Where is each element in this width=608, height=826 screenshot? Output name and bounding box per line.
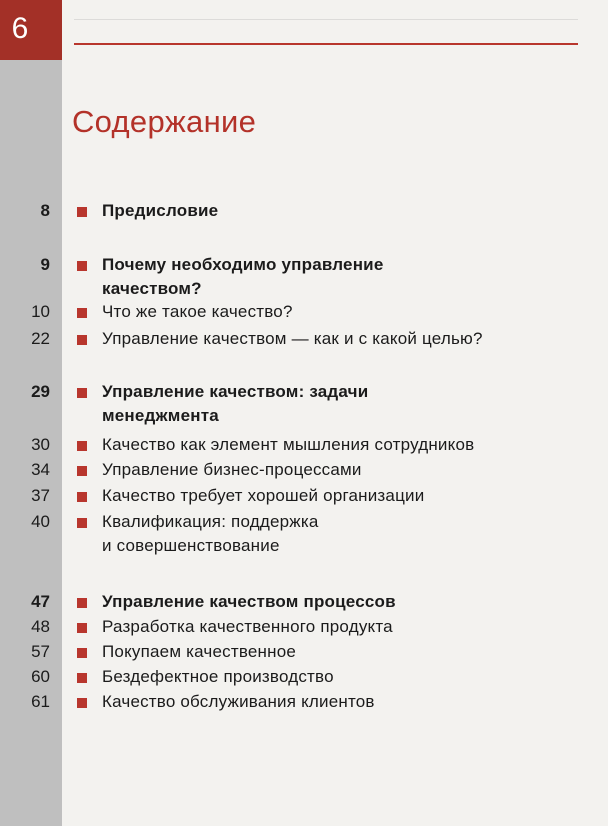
toc-entry-title-line1: Квалификация: поддержка <box>102 512 319 531</box>
toc-entry-title <box>102 615 582 639</box>
square-bullet-icon <box>77 698 87 708</box>
toc-page-number: 40 <box>31 512 50 531</box>
toc-entry-title-line1: Управление бизнес-процессами <box>102 460 362 479</box>
toc-entry-title <box>102 199 582 223</box>
square-bullet-icon <box>77 598 87 608</box>
square-bullet-icon <box>77 388 87 398</box>
toc-entry-title-line1: Что же такое качество? <box>102 302 293 321</box>
toc-entry-title-line1: Управление качеством — как и с какой целью? <box>102 329 483 348</box>
toc-entry-title-line2: и совершенствование <box>102 536 280 555</box>
toc-entry-title <box>102 590 582 614</box>
square-bullet-icon <box>77 207 87 217</box>
toc-page-number: 22 <box>31 329 50 348</box>
toc-entry-title-line1: Почему необходимо управление <box>102 255 384 274</box>
square-bullet-icon <box>77 335 87 345</box>
square-bullet-icon <box>77 648 87 658</box>
toc-page-number: 48 <box>31 617 50 636</box>
toc-page-number: 8 <box>40 201 50 220</box>
toc-entry-title-line1: Качество обслуживания клиентов <box>102 692 375 711</box>
toc-entry-title-line1: Разработка качественного продукта <box>102 617 393 636</box>
toc-entry-title <box>102 484 582 508</box>
toc-entry-title-line2: менеджмента <box>102 406 219 425</box>
toc-page-number: 34 <box>31 460 50 479</box>
header-thin-rule <box>74 19 578 20</box>
toc-entry-title-line1: Качество требует хорошей организации <box>102 486 425 505</box>
toc-page-number: 61 <box>31 692 50 711</box>
toc-page-number: 47 <box>31 592 50 611</box>
page-number: 6 <box>11 12 29 45</box>
toc-entry-title-line2: качеством? <box>102 279 202 298</box>
toc-entry-title-line1: Качество как элемент мышления сотрудников <box>102 435 475 454</box>
toc-page-number: 60 <box>31 667 50 686</box>
toc-entry-title-line1: Управление качеством процессов <box>102 592 396 611</box>
square-bullet-icon <box>77 518 87 528</box>
header-rule <box>74 43 578 45</box>
toc-page-number: 57 <box>31 642 50 661</box>
square-bullet-icon <box>77 261 87 271</box>
square-bullet-icon <box>77 466 87 476</box>
toc-page-number: 9 <box>40 255 50 274</box>
square-bullet-icon <box>77 673 87 683</box>
toc-entry-title-line1: Покупаем качественное <box>102 642 296 661</box>
square-bullet-icon <box>77 492 87 502</box>
toc-entry-title <box>102 665 582 689</box>
toc-entry-title <box>102 433 582 457</box>
toc-page-number: 30 <box>31 435 50 454</box>
toc-page-number: 10 <box>31 302 50 321</box>
square-bullet-icon <box>77 623 87 633</box>
square-bullet-icon <box>77 308 87 318</box>
toc-entry-title <box>102 253 582 301</box>
toc-entry-title <box>102 380 582 428</box>
page-number-tab <box>0 0 62 60</box>
page-title: Содержание <box>72 104 257 139</box>
toc-entry-title <box>102 690 582 714</box>
toc-entry-title <box>102 458 582 482</box>
toc-entry-title-line1: Бездефектное производство <box>102 667 334 686</box>
toc-entry-title-line1: Предисловие <box>102 201 219 220</box>
toc-page-number: 29 <box>31 382 50 401</box>
toc-entry-title <box>102 327 582 351</box>
toc-entry-title <box>102 510 582 558</box>
toc-entry-title-line1: Управление качеством: задачи <box>102 382 369 401</box>
square-bullet-icon <box>77 441 87 451</box>
toc-entry-title <box>102 300 582 324</box>
toc-page-number: 37 <box>31 486 50 505</box>
toc-entry-title <box>102 640 582 664</box>
